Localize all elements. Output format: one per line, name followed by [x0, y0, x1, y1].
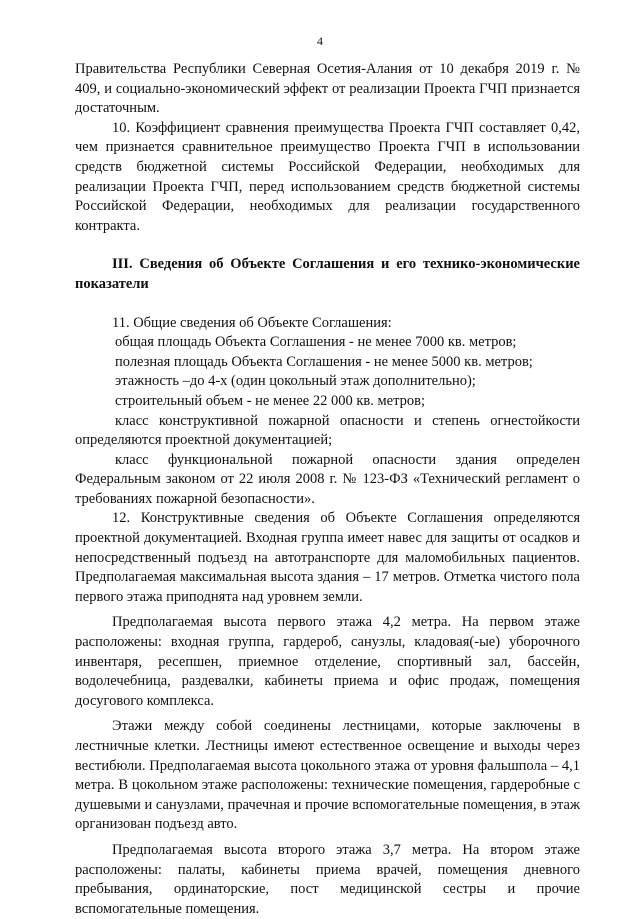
section-heading: III. Сведения об Объекте Соглашения и его технико-экономические показатели	[75, 256, 580, 292]
section-spacer	[75, 236, 580, 255]
stairs-basement-paragraph: Этажи между собой соединены лестницами, которые заключены в лестничные клетки. Лестницы имеют естественное освещение и выходы через вестибюли. Предполагаемая высота цокольного этажа от уровня фальшпола – 4,1 метра. В цокольном этаже расположены: технические помещения, гардеробные с душевыми и санузлами, прачечная и прочие вспомогательные помещения, в этаж организован подъезд авто.	[75, 718, 580, 833]
document-body	[75, 60, 580, 919]
list-item: строительный объем - не менее 22 000 кв. метров;	[115, 392, 426, 409]
continuation-paragraph: Правительства Республики Северная Осетия-Алания от 10 декабря 2019 г. № 409, и социально-экономический эффект от реализации Проекта ГЧП признается достаточным.	[75, 61, 580, 117]
paragraph-11-intro: 11. Общие сведения об Объекте Соглашения:	[112, 314, 392, 331]
fire-safety-class-paragraph: класс конструктивной пожарной опасности и степень огнестойкости определяются проектной документацией;	[75, 412, 580, 449]
section-spacer	[75, 295, 580, 314]
functional-class-paragraph: класс функциональной пожарной опасности здания определен Федеральным законом от 22 июля 2008 г. № 123-ФЗ «Технический регламент о требованиях пожарной безопасности».	[75, 451, 580, 507]
paragraph-10: 10. Коэффициент сравнения преимущества Проекта ГЧП составляет 0,42, чем признается сравнительное преимущество Проекта ГЧП в использовании средств бюджетной системы Российской Федерации, необходимых для реализации Проекта ГЧП, перед использованием средств бюджетной системы Российской Федерации, необходимых для реализации государственного контракта.	[75, 119, 580, 234]
paragraph-12: 12. Конструктивные сведения об Объекте Соглашения определяются проектной документацией. Входная группа имеет навес для защиты от осадков и непосредственный подъезд на автотранспорте для маломобильных пациентов. Предполагаемая максимальная высота здания – 17 метров. Отметка чистого пола первого этажа приподнята над уровнем земли.	[75, 510, 580, 605]
second-floor-paragraph: Предполагаемая высота второго этажа 3,7 метра. На втором этаже расположены: палаты, кабинеты приема врачей, помещения дневного пребывания, ординаторские, пост медицинской сестры и прочие вспомогательные помещения.	[75, 841, 580, 917]
list-item: этажность –до 4-х (один цокольный этаж дополнительно);	[115, 373, 476, 390]
first-floor-paragraph: Предполагаемая высота первого этажа 4,2 метра. На первом этаже расположены: входная группа, гардероб, санузлы, кладовая(-ые) уборочного инвентаря, ресепшен, приемное отделение, спортивный зал, бассейн, водолечебница, раздевалки, кабинеты приема и офис продаж, помещения досугового комплекса.	[75, 614, 580, 709]
list-item: общая площадь Объекта Соглашения - не менее 7000 кв. метров;	[115, 334, 517, 351]
list-item: полезная площадь Объекта Соглашения - не менее 5000 кв. метров;	[115, 353, 533, 370]
page-number: 4	[317, 34, 323, 48]
